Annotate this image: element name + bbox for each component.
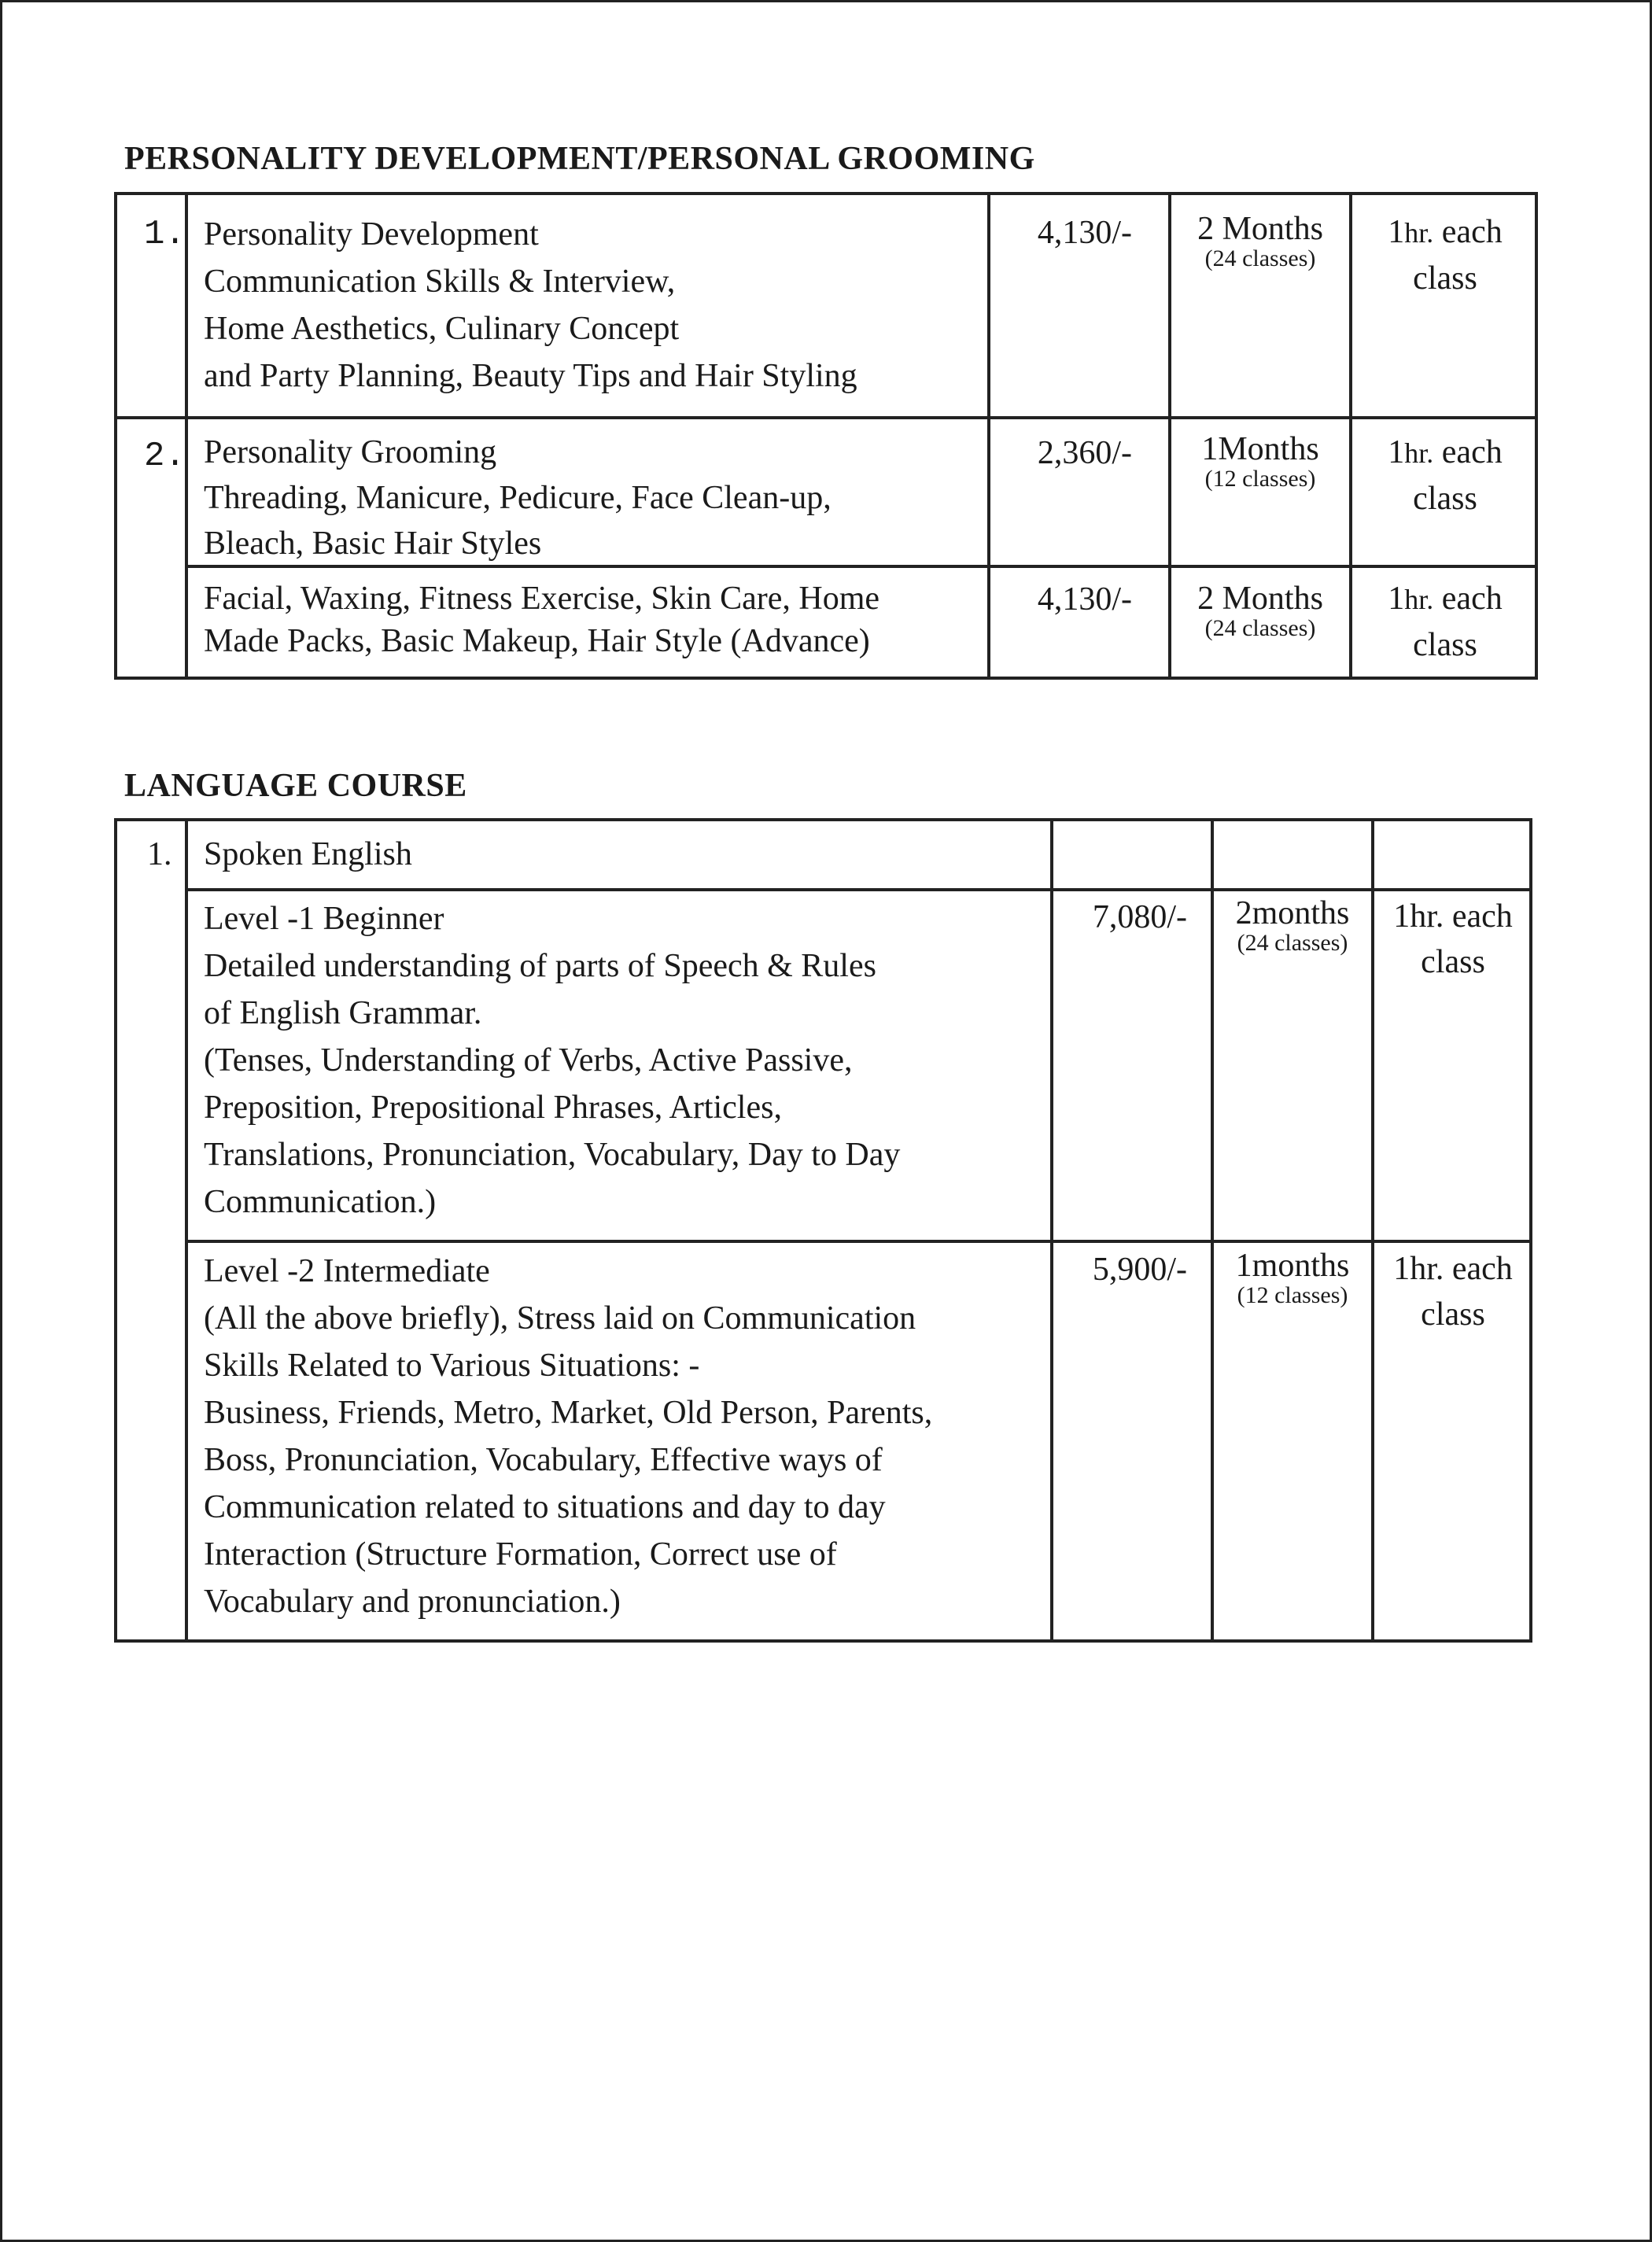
course-fee: 2,360/- [1037,435,1132,471]
course-fee: 4,130/- [1037,581,1132,618]
section-heading-personality: PERSONALITY DEVELOPMENT/PERSONAL GROOMING [124,141,1035,177]
course-duration: 2 Months (24 classes) [1197,581,1323,641]
course-duration: 2months (24 classes) [1235,895,1350,956]
course-fee: 5,900/- [1092,1252,1187,1288]
course-duration: 2 Months (24 classes) [1197,211,1323,271]
class-time: 1hr. each class [1393,1251,1513,1333]
class-time: 1hr. each class [1393,898,1513,980]
course-duration: 1Months (12 classes) [1201,431,1319,492]
row-number: 1. [144,215,186,254]
course-title: Spoken English [204,836,412,872]
personality-table [114,192,1538,680]
class-time: 1hr. each class [1388,434,1503,517]
course-description: Personality Grooming Threading, Manicure, Pedicure, Face Clean-up, Bleach, Basic Hair Styles [204,434,832,562]
course-description: Facial, Waxing, Fitness Exercise, Skin Care, Home Made Packs, Basic Makeup, Hair Style (Advance) [204,581,880,659]
language-table [114,818,1532,1643]
course-description: Level -1 Beginner Detailed understanding of parts of Speech & Rules of English Grammar. (Tenses, Understanding of Verbs, Active Passive, Preposition, Prepositional Phrases, Articles, Translations, Pronunciation, Vocabulary, Day to Day Communication.) [204,901,901,1220]
class-time: 1hr. each class [1388,214,1503,297]
course-fee: 4,130/- [1037,215,1132,251]
course-description: Personality Development Communication Skills & Interview, Home Aesthetics, Culinary Concept and Party Planning, Beauty Tips and Hair Styling [204,216,857,394]
row-number: 2. [144,437,186,476]
row-number: 1. [147,836,172,872]
section-heading-language: LANGUAGE COURSE [124,768,467,804]
course-fee: 7,080/- [1092,899,1187,935]
class-time: 1hr. each class [1388,581,1503,663]
course-duration: 1months (12 classes) [1235,1248,1350,1308]
course-description: Level -2 Intermediate (All the above briefly), Stress laid on Communication Skills Related to Various Situations: - Business, Friends, Metro, Market, Old Person, Parents, Boss, Pronunciation, Vocabulary, Effective ways of Communication related to situations and day to day Interaction (Structure Formation, Correct use of Vocabulary and pronunciation.) [204,1253,933,1620]
